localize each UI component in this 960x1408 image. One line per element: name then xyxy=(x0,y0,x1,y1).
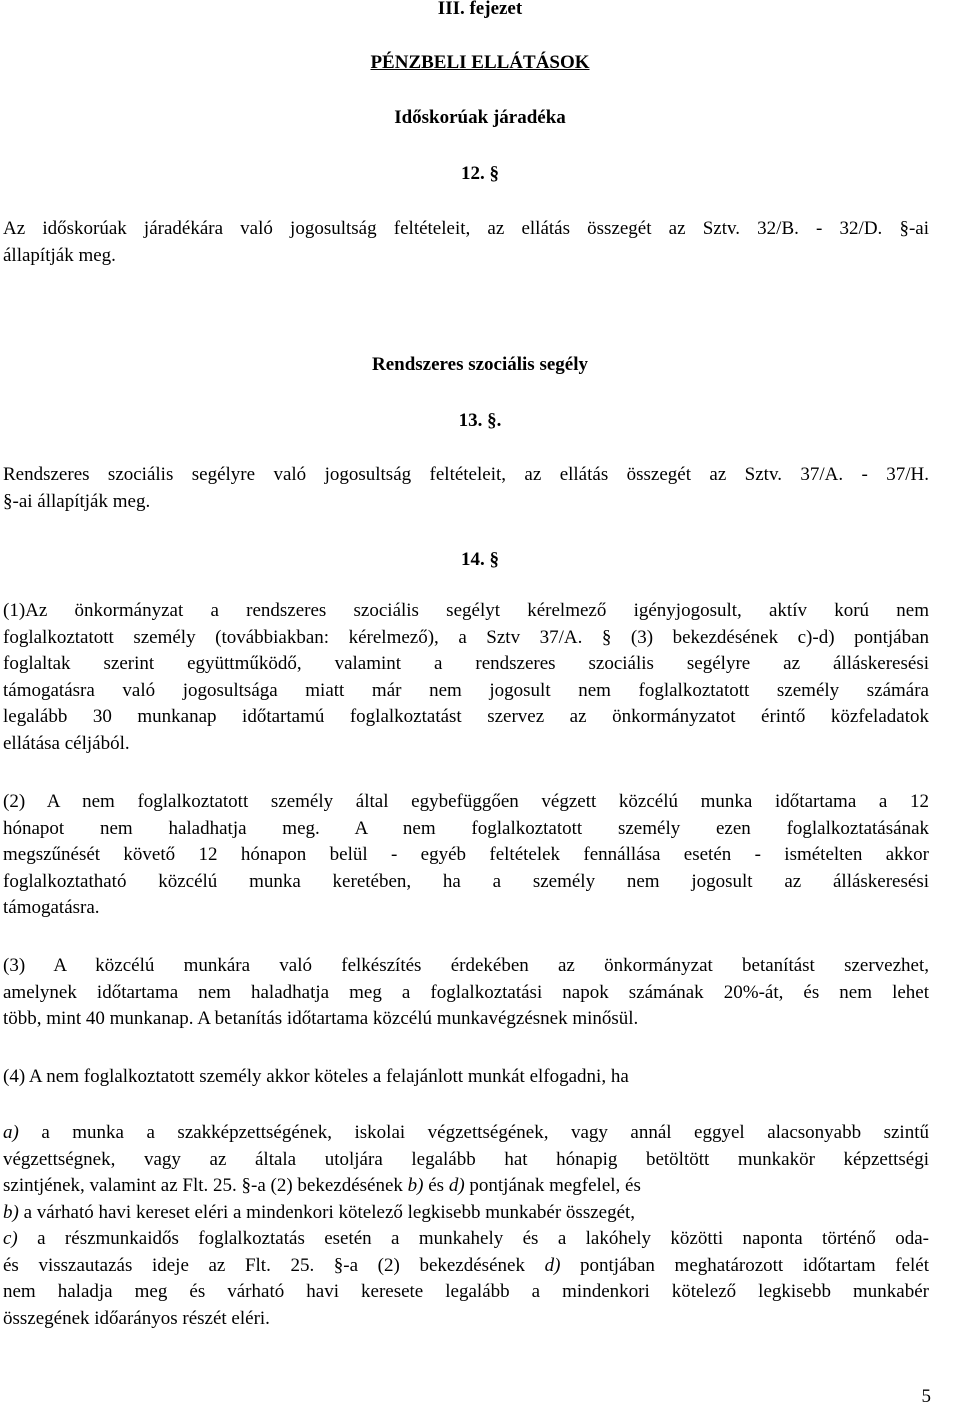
paragraph-14-1 xyxy=(3,598,929,757)
item-label-c: c) xyxy=(3,1228,18,1249)
text-line: c) a részmunkaidős foglalkoztatás esetén a munkahely és a lakóhely közötti naponta történő oda- xyxy=(3,1228,929,1249)
subsection-heading-rendszeres: Rendszeres szociális segély xyxy=(372,354,588,375)
text-line: szintjének, valamint az Flt. 25. §-a (2) bekezdésének b) és d) pontjának megfelel, és xyxy=(3,1175,641,1196)
paragraph-14-3 xyxy=(3,953,929,1033)
list-item-c xyxy=(3,1226,929,1332)
text-line: a) a munka a szakképzettségének, iskolai végzettségének, vagy annál eggyel alacsonyabb szintű xyxy=(3,1122,929,1143)
text-line: foglalkoztatható közcélú munka keretében, ha a személy nem jogosult az álláskeresési xyxy=(3,870,929,892)
subsection-heading-idoskoruak: Időskorúak járadéka xyxy=(394,107,566,128)
paragraph-number-12: 12. § xyxy=(461,163,499,184)
text-line: foglaltak szerint együttműködő, valamint a rendszeres szociális segélyre az álláskeresési xyxy=(3,653,929,674)
text-line: (1)Az önkormányzat a rendszeres szociális segélyt kérelmező igényjogosult, aktív korú nem xyxy=(3,600,929,621)
paragraph-number-13: 13. §. xyxy=(458,410,502,431)
text-line: amelynek időtartama nem haladhatja meg a foglalkoztatási napok számának 20%-át, és nem lehet xyxy=(3,981,929,1003)
text-line: több, mint 40 munkanap. A betanítás időtartama közcélú munkavégzésnek minősül. xyxy=(3,1008,639,1029)
paragraph-14-2 xyxy=(3,789,929,922)
text-line: összegének időarányos részét eléri. xyxy=(3,1307,270,1329)
text-line: támogatásra való jogosultsága miatt már nem jogosult nem foglalkoztatott személy számára xyxy=(3,679,929,701)
text-line: hónapot nem haladhatja meg. A nem foglalkoztatott személy ezen foglalkoztatásának xyxy=(3,817,929,839)
text-line: legalább 30 munkanap időtartamú foglalkoztatást szervez az önkormányzatot érintő közfeladatok xyxy=(3,706,929,727)
page-number: 5 xyxy=(921,1386,931,1407)
item-label-b: b) xyxy=(3,1202,19,1223)
text-line: támogatásra. xyxy=(3,897,100,918)
item-label-a: a) xyxy=(3,1122,19,1143)
text-line: állapítják meg. xyxy=(3,244,116,266)
paragraph-number-14: 14. § xyxy=(461,549,499,570)
section-title: PÉNZBELI ELLÁTÁSOK xyxy=(370,52,590,73)
text-line: Rendszeres szociális segélyre való jogosultság feltételeit, az ellátás összegét az Sztv. 37/A. - 37/H. xyxy=(3,464,929,485)
text-line: megszűnését követő 12 hónapon belül - egyéb feltételek fennállása esetén - ismételten akkor xyxy=(3,844,929,865)
text-line: §-ai állapítják meg. xyxy=(3,490,151,512)
paragraph-13-text xyxy=(3,462,929,515)
text-line: (3) A közcélú munkára való felkészítés érdekében az önkormányzat betanítást szervezhet, xyxy=(3,955,929,976)
text-line: ellátása céljából. xyxy=(3,732,130,754)
list-item-a xyxy=(3,1120,929,1200)
paragraph-14-4: (4) A nem foglalkoztatott személy akkor köteles a felajánlott munkát elfogadni, ha xyxy=(3,1066,629,1087)
text-line: foglalkoztatott személy (továbbiakban: kérelmező), a Sztv 37/A. § (3) bekezdésének c)-d) pontjában xyxy=(3,626,929,648)
text-line: nem haladja meg és várható havi keresete legalább a mindenkori kötelező legkisebb munkabér xyxy=(3,1281,929,1302)
list-item-b: b) a várható havi kereset eléri a mindenkori kötelező legkisebb munkabér összegét, xyxy=(3,1202,636,1223)
text-line: végzettségnek, vagy az általa utoljára legalább hat hónapig betöltött munkakör képzettségi xyxy=(3,1148,929,1170)
paragraph-12-text xyxy=(3,216,929,269)
chapter-heading: III. fejezet xyxy=(437,0,523,19)
text-line: (2) A nem foglalkoztatott személy által egybefüggően végzett közcélú munka időtartama a 12 xyxy=(3,791,929,812)
text-line: és visszautazás ideje az Flt. 25. §-a (2) bekezdésének d) pontjában meghatározott időtartam felét xyxy=(3,1254,929,1276)
text-line: Az időskorúak járadékára való jogosultság feltételeit, az ellátás összegét az Sztv. 32/B. - 32/D. §-ai xyxy=(3,218,929,239)
